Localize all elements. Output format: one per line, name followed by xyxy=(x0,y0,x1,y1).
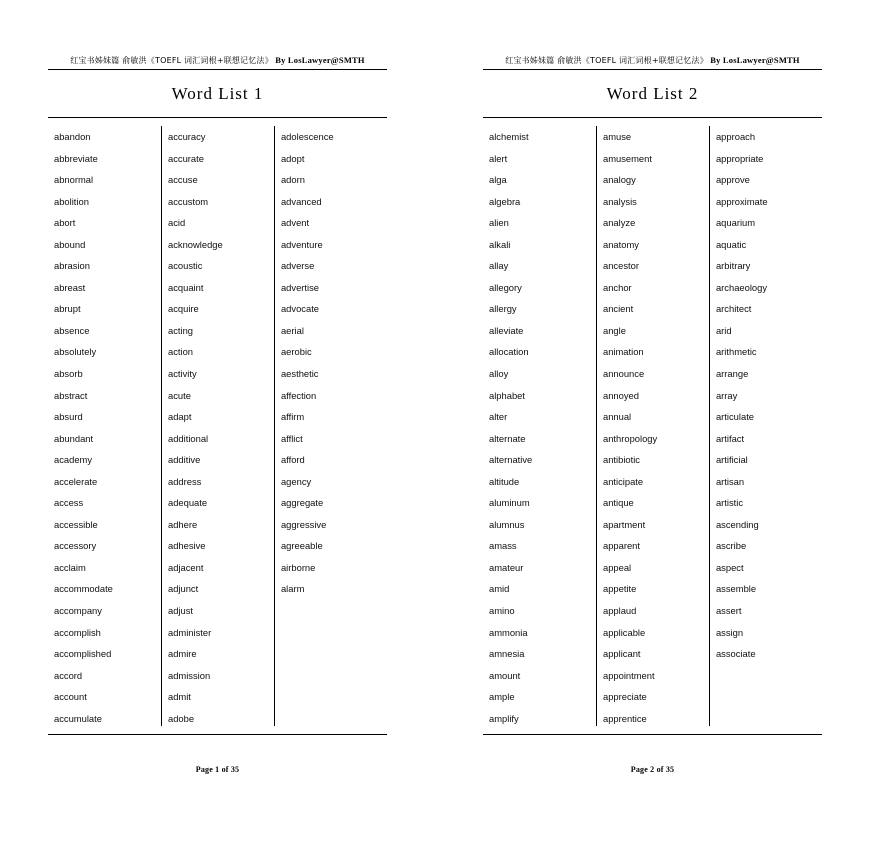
list-item: accord xyxy=(54,669,83,681)
list-item: additive xyxy=(167,454,201,466)
list-item: applicable xyxy=(602,626,646,638)
list-item: articulate xyxy=(715,411,755,423)
list-item: aggressive xyxy=(280,518,327,530)
list-item: access xyxy=(54,497,84,509)
list-item: alternative xyxy=(489,454,533,466)
list-item: abbreviate xyxy=(54,152,98,164)
list-item: abrupt xyxy=(54,303,81,315)
list-item: additional xyxy=(167,432,209,444)
list-item: allocation xyxy=(489,346,529,358)
list-item: array xyxy=(715,389,738,401)
list-item: assert xyxy=(715,605,742,617)
list-item: admit xyxy=(167,691,191,703)
list-item: adverse xyxy=(280,260,315,272)
list-item: allegory xyxy=(489,281,522,293)
list-item: appetite xyxy=(602,583,637,595)
list-item: action xyxy=(167,346,194,358)
list-item: airborne xyxy=(280,561,316,573)
list-item: abrasion xyxy=(54,260,90,272)
list-item: agreeable xyxy=(280,540,323,552)
list-item: adolescence xyxy=(280,131,334,142)
list-item: aesthetic xyxy=(280,368,319,380)
list-item: arbitrary xyxy=(715,260,751,272)
page-header xyxy=(483,55,822,70)
list-item: abort xyxy=(54,217,76,229)
list-item: abnormal xyxy=(54,174,94,186)
list-item: alumnus xyxy=(489,518,525,530)
list-item: ammonia xyxy=(489,626,528,638)
list-item: allergy xyxy=(489,303,517,315)
list-item: antibiotic xyxy=(602,454,640,466)
list-item: ascending xyxy=(715,518,759,530)
list-item: abandon xyxy=(54,131,91,142)
list-item: alleviate xyxy=(489,324,524,336)
list-item: accuracy xyxy=(167,131,206,142)
list-item: amuse xyxy=(602,131,632,142)
list-item: adhesive xyxy=(167,540,206,552)
list-item: alkali xyxy=(489,238,511,250)
list-item: appointment xyxy=(602,669,655,681)
list-item: afford xyxy=(280,454,305,466)
list-item: absence xyxy=(54,324,90,336)
page-number: Page 2 of 35 xyxy=(630,765,675,774)
list-item: aluminum xyxy=(489,497,530,509)
list-item: acquaint xyxy=(167,281,204,293)
list-item: artisan xyxy=(715,475,745,487)
list-item: alga xyxy=(489,174,507,186)
list-item: amateur xyxy=(489,561,524,573)
word-column-3 xyxy=(709,126,822,726)
list-item: acknowledge xyxy=(167,238,223,250)
page-2 xyxy=(435,0,870,842)
list-item: address xyxy=(167,475,202,487)
list-item: affection xyxy=(280,389,317,401)
page-footer xyxy=(0,765,435,774)
list-item: acclaim xyxy=(54,561,86,573)
list-item: adjunct xyxy=(167,583,199,595)
list-item: accommodate xyxy=(54,583,113,595)
list-item: abreast xyxy=(54,281,86,293)
list-item: abolition xyxy=(54,195,89,207)
list-item: appropriate xyxy=(715,152,764,164)
list-item: affirm xyxy=(280,411,305,423)
list-item: artificial xyxy=(715,454,748,466)
list-item: acid xyxy=(167,217,186,229)
list-item: annoyed xyxy=(602,389,639,401)
list-item: arrange xyxy=(715,368,749,380)
list-item: analyze xyxy=(602,217,636,229)
list-item: amass xyxy=(489,540,517,552)
list-item: adobe xyxy=(167,712,195,724)
list-item: applaud xyxy=(602,605,637,617)
list-item: advertise xyxy=(280,281,320,293)
list-item: anticipate xyxy=(602,475,644,487)
list-item: approach xyxy=(715,131,756,142)
page-title: Word List 2 xyxy=(606,84,699,103)
list-item: applicant xyxy=(602,648,641,660)
list-item: accompany xyxy=(54,605,102,617)
header-title-cn: 红宝书姊妹篇 俞敏洪《TOEFL 词汇词根+联想记忆法》 xyxy=(505,56,708,65)
list-item: activity xyxy=(167,368,197,380)
list-item: arithmetic xyxy=(715,346,757,358)
list-item: alloy xyxy=(489,368,509,380)
list-item: abound xyxy=(54,238,86,250)
list-item: assign xyxy=(715,626,744,638)
list-item: apparent xyxy=(602,540,640,552)
page-title: Word List 1 xyxy=(171,84,264,103)
list-item: announce xyxy=(602,368,645,380)
list-item: amino xyxy=(489,605,515,617)
list-item: anchor xyxy=(602,281,632,293)
list-item: amnesia xyxy=(489,648,525,660)
page-header xyxy=(48,55,387,70)
header-author: By LosLawyer@SMTH xyxy=(275,55,365,65)
word-column-2 xyxy=(161,126,274,726)
list-item: accumulate xyxy=(54,712,102,724)
list-item: accurate xyxy=(167,152,204,164)
list-item: alert xyxy=(489,152,508,164)
list-item: adventure xyxy=(280,238,323,250)
list-item: aerial xyxy=(280,324,304,336)
list-item: angle xyxy=(602,324,626,336)
list-item: aquarium xyxy=(715,217,756,229)
list-item: alternate xyxy=(489,432,526,444)
word-column-1 xyxy=(48,126,161,726)
list-item: account xyxy=(54,691,87,703)
word-column-3 xyxy=(274,126,387,726)
page-number: Page 1 of 35 xyxy=(195,765,240,774)
list-item: adequate xyxy=(167,497,208,509)
list-item: architect xyxy=(715,303,752,315)
list-item: artistic xyxy=(715,497,744,509)
list-item: appreciate xyxy=(602,691,647,703)
list-item: allay xyxy=(489,260,509,272)
list-item: algebra xyxy=(489,195,521,207)
list-item: accessible xyxy=(54,518,98,530)
list-item: aspect xyxy=(715,561,744,573)
list-item: adhere xyxy=(167,518,198,530)
list-item: alphabet xyxy=(489,389,525,401)
word-list xyxy=(48,117,387,735)
list-item: accuse xyxy=(167,174,198,186)
header-title-cn: 红宝书姊妹篇 俞敏洪《TOEFL 词汇词根+联想记忆法》 xyxy=(70,56,273,65)
list-item: approximate xyxy=(715,195,768,207)
list-item: analysis xyxy=(602,195,637,207)
list-item: artifact xyxy=(715,432,745,444)
list-item: ascribe xyxy=(715,540,747,552)
list-item: amount xyxy=(489,669,521,681)
list-item: advocate xyxy=(280,303,320,315)
list-item: alarm xyxy=(280,583,305,595)
list-item: alter xyxy=(489,411,508,423)
list-item: aquatic xyxy=(715,238,747,250)
word-column-2 xyxy=(596,126,709,726)
list-item: associate xyxy=(715,648,756,660)
list-item: amid xyxy=(489,583,510,595)
list-item: anthropology xyxy=(602,432,658,444)
list-item: adorn xyxy=(280,174,305,186)
list-item: analogy xyxy=(602,174,636,186)
list-item: afflict xyxy=(280,432,303,444)
list-item: accustom xyxy=(167,195,209,207)
word-column-1 xyxy=(483,126,596,726)
list-item: apprentice xyxy=(602,712,647,724)
list-item: alien xyxy=(489,217,509,229)
list-item: accomplish xyxy=(54,626,101,638)
list-item: accelerate xyxy=(54,475,98,487)
list-item: admire xyxy=(167,648,197,660)
list-item: amusement xyxy=(602,152,652,164)
list-item: amplify xyxy=(489,712,519,724)
list-item: adjacent xyxy=(167,561,204,573)
list-item: agency xyxy=(280,475,312,487)
word-list xyxy=(483,117,822,735)
list-item: adapt xyxy=(167,411,192,423)
list-item: alchemist xyxy=(489,131,529,142)
list-item: acute xyxy=(167,389,191,401)
list-item: acquire xyxy=(167,303,199,315)
list-item: absurd xyxy=(54,411,83,423)
list-item: aerobic xyxy=(280,346,312,358)
list-item: absolutely xyxy=(54,346,97,358)
list-item: accomplished xyxy=(54,648,112,660)
list-item: abstract xyxy=(54,389,88,401)
page-footer xyxy=(435,765,870,774)
list-item: absorb xyxy=(54,368,83,380)
list-item: adopt xyxy=(280,152,305,164)
list-item: archaeology xyxy=(715,281,768,293)
list-item: altitude xyxy=(489,475,520,487)
list-item: acting xyxy=(167,324,194,336)
list-item: animation xyxy=(602,346,644,358)
list-item: appeal xyxy=(602,561,632,573)
list-item: aggregate xyxy=(280,497,324,509)
list-item: acoustic xyxy=(167,260,203,272)
list-item: approve xyxy=(715,174,750,186)
list-item: academy xyxy=(54,454,93,466)
list-item: ancient xyxy=(602,303,634,315)
list-item: ample xyxy=(489,691,515,703)
list-item: antique xyxy=(602,497,634,509)
list-item: administer xyxy=(167,626,212,638)
list-item: assemble xyxy=(715,583,757,595)
list-item: abundant xyxy=(54,432,94,444)
header-author: By LosLawyer@SMTH xyxy=(710,55,800,65)
list-item: annual xyxy=(602,411,632,423)
list-item: anatomy xyxy=(602,238,639,250)
list-item: advent xyxy=(280,217,310,229)
list-item: accessory xyxy=(54,540,97,552)
list-item: advanced xyxy=(280,195,322,207)
list-item: adjust xyxy=(167,605,194,617)
list-item: arid xyxy=(715,324,732,336)
list-item: admission xyxy=(167,669,211,681)
list-item: apartment xyxy=(602,518,646,530)
list-item: ancestor xyxy=(602,260,639,272)
